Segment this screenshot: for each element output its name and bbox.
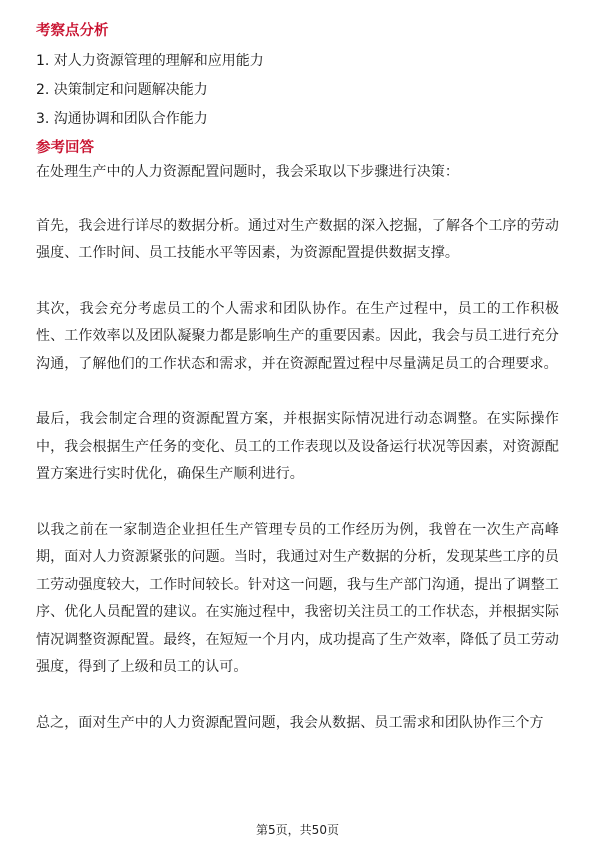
analysis-heading: 考察点分析 <box>36 23 109 39</box>
answer-paragraph: 首先，我会进行详尽的数据分析。通过对生产数据的深入挖掘，了解各个工序的劳动强度、工作时间、员工技能水平等因素，为资源配置提供数据支撑。 <box>36 217 559 261</box>
document-page <box>36 20 559 765</box>
answer-paragraph: 以我之前在一家制造企业担任生产管理专员的工作经历为例，我曾在一次生产高峰期，面对人力资源紧张的问题。当时，我通过对生产数据的分析，发现某些工序的员工劳动强度较大，工作时间较长。针对这一问题，我与生产部门沟通，提出了调整工序、优化人员配置的建议。在实施过程中，我密切关注员工的工作状态，并根据实际情况调整资源配置。最终，在短短一个月内，成功提高了生产效率，降低了员工劳动强度，得到了上级和员工的认可。 <box>36 521 559 675</box>
page-number: 第5页，共50页 <box>256 823 339 837</box>
answer-paragraph: 其次，我会充分考虑员工的个人需求和团队协作。在生产过程中，员工的工作积极性、工作效率以及团队凝聚力都是影响生产的重要因素。因此，我会与员工进行充分沟通，了解他们的工作状态和需求，并在资源配置过程中尽量满足员工的合理要求。 <box>36 300 559 372</box>
answer-paragraph: 在处理生产中的人力资源配置问题时，我会采取以下步骤进行决策： <box>36 164 459 180</box>
analysis-list <box>36 51 559 129</box>
answer-paragraph: 总之，面对生产中的人力资源配置问题，我会从数据、员工需求和团队协作三个方 <box>36 714 544 731</box>
analysis-item: 1. 对人力资源管理的理解和应用能力 <box>36 53 264 69</box>
analysis-item: 2. 决策制定和问题解决能力 <box>36 82 208 98</box>
answer-paragraph: 最后，我会制定合理的资源配置方案，并根据实际情况进行动态调整。在实际操作中，我会根据生产任务的变化、员工的工作表现以及设备运行状况等因素，对资源配置方案进行实时优化，确保生产顺利进行。 <box>36 411 559 482</box>
answer-body <box>36 159 559 737</box>
analysis-item: 3. 沟通协调和团队合作能力 <box>36 111 208 127</box>
answer-heading: 参考回答 <box>36 140 94 156</box>
